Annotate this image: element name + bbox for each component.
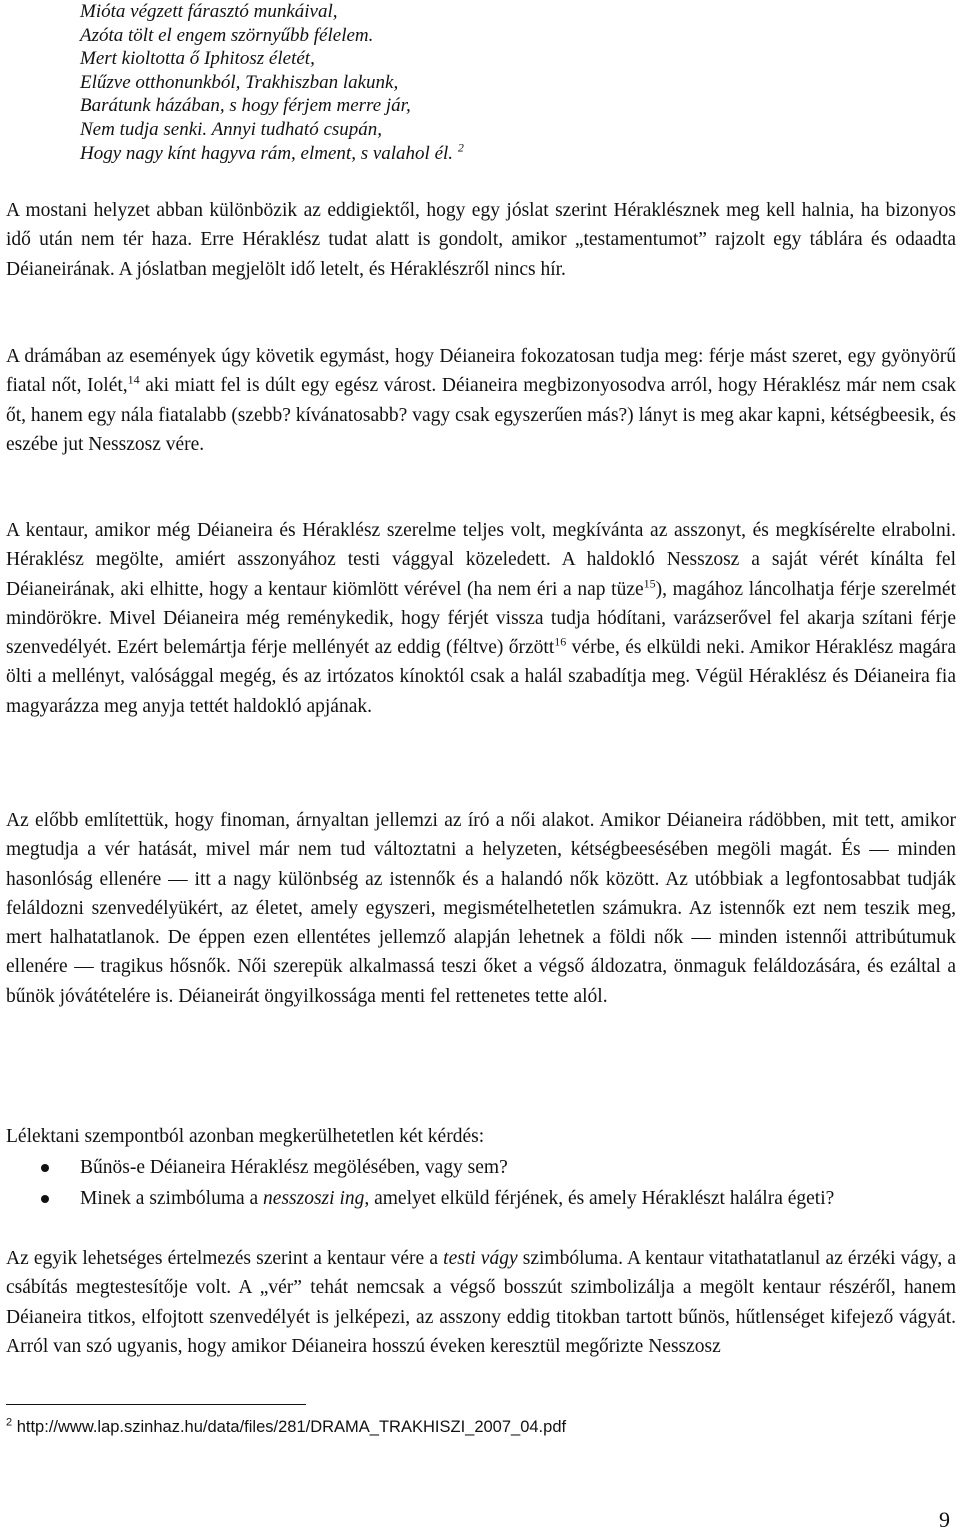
poem-line-text: Hogy nagy kínt hagyva rám, elment, s valahol él. <box>80 142 454 164</box>
paragraph-text: vérbe, és elküldi neki. Amikor Héraklész magára ölti a mellényt, valósággal megég, és az irtózatos kínoktól csak a halál szabadítja meg. Végül Héraklész és Déianeira fia magyarázza meg anyja tettét haldokló apjának. <box>6 637 956 717</box>
paragraph-text: A drámában az események úgy követik egymást, hogy Déianeira fokozatosan tudja meg: férje mást szeret, egy gyönyörű fiatal nőt, Iolét, <box>6 346 956 397</box>
bullet-icon <box>41 1195 49 1203</box>
footnote-link[interactable]: http://www.lap.szinhaz.hu/data/files/281/DRAMA_TRAKHISZI_2007_04.pdf <box>12 1418 567 1436</box>
paragraph-text: Az egyik lehetséges értelmezés szerint a kentaur vére a <box>6 1248 444 1269</box>
footnote-reference: 15 <box>643 576 656 591</box>
footnote-number: 2 <box>6 1416 13 1429</box>
bullet-icon <box>41 1164 49 1172</box>
paragraph-goddesses: Az előbb említettük, hogy finoman, árnyaltan jellemzi az író a női alakot. Amikor Déianeira rádöbben, mit tett, amikor megtudja a vér hatását, mivel már nem tud változtatni a helyzeten, kétségbeesésében megöli magát. És — minden hasonlóság ellenére — itt a nagy különbség az istennők és a halandó nők között. Az utóbbiak a legfontosabbat tudják feláldozni szenvedélyükért, az életet, amely egyszeri, megismételhetetlen számukra. Az istennők ezt nem teszik meg, mert halhatatlanok. De éppen ezen ellentétes jellemző alapján lehetnek a földi nők — minden istennői attribútumuk ellenére — tragikus hősnők. Női szerepük alkalmassá teszi őket a végső áldozatra, önmaguk feláldozására, és ezáltal a bűnök jóvátételére is. Déianeirát öngyilkossága menti fel rettenetes tette alól. <box>6 810 956 1007</box>
page-number: 9 <box>939 1507 950 1532</box>
poem-quote <box>80 0 780 165</box>
paragraph-interpretation <box>6 1244 956 1361</box>
list-item-text-part: , amelyet elküld férjének, és amely Héraklészt halálra égeti? <box>364 1188 835 1209</box>
list-item-text-part: Minek a szimbóluma a <box>80 1188 264 1209</box>
poem-line: Elűzve otthonunkból, Trakhiszban lakunk, <box>80 71 399 93</box>
poem-line: Azóta tölt el engem szörnyűbb félelem. <box>80 24 374 46</box>
footnote-reference: 14 <box>127 372 140 387</box>
poem-line-last <box>80 142 780 166</box>
paragraph-text: A kentaur, amikor még Déianeira és Héraklész szerelme teljes volt, megkívánta az asszonyt, és megkísérelte elrabolni. Héraklész megölte, amiért asszonyához testi vággyal közeledett. A haldokló Nesszosz a saját vérét kínálta fel Déianeirának, aki elhitte, hogy a kentaur kiömlött vérével (ha nem éri a nap tüze <box>6 520 956 600</box>
questions-intro: Lélektani szempontból azonban megkerülhetetlen két kérdés: <box>6 1126 485 1147</box>
paragraph-prophecy: A mostani helyzet abban különbözik az eddigiektől, hogy egy jóslat szerint Héraklésznek meg kell halnia, ha bizonyos idő után nem tér haza. Erre Héraklész tudat alatt is gondolt, amikor „testamentumot” rajzolt egy táblára és odaadta Déianeirának. A jóslatban megjelölt idő letelt, és Héraklészről nincs hír. <box>6 200 956 280</box>
poem-line: Mióta végzett fárasztó munkáival, <box>80 1 338 22</box>
paragraph-events <box>6 342 956 459</box>
footnote-reference: 2 <box>457 140 464 155</box>
list-item-text <box>80 1184 956 1213</box>
emphasis: nesszoszi ing <box>263 1188 365 1209</box>
footnote-reference: 16 <box>554 634 567 649</box>
footnote <box>6 1416 566 1438</box>
emphasis: testi vágy <box>443 1248 518 1269</box>
list-item-text: Bűnös-e Déianeira Héraklész megölésében, vagy sem? <box>80 1157 508 1178</box>
poem-line: Barátunk házában, s hogy férjem merre jár, <box>80 95 411 117</box>
paragraph-text: ), magához láncolhatja férje szerelmét mindörökre. Mivel Déianeira még reménykedik, hogy férjét vissza tudja hódítani, varázserővel fel akarja szítani férje szenvedélyét. Ezért belemártja férje mellényét az eddig (féltve) őrzött <box>6 578 956 659</box>
paragraph-text: szimbóluma. A kentaur vitathatatlanul az érzéki vágy, a csábítás megtestesítője volt. A „vér” tehát nemcsak a végső bosszút szimbolizálja a megölt kentaur részéről, hanem Déianeira titkos, elfojtott szenvedélyét is jelképezi, az asszony eddig titokban tartott bűnös, hűtlenséget kifejező vágyát. Arról van szó ugyanis, hogy amikor Déianeira hosszú éveken keresztül megőrizte Nesszosz <box>6 1248 956 1357</box>
paragraph-centaur <box>6 516 956 721</box>
poem-line: Mert kioltotta ő Iphitosz életét, <box>80 48 315 70</box>
paragraph-text: aki miatt fel is dúlt egy egész várost. Déianeira megbizonyosodva arról, hogy Héraklész már nem csak őt, hanem egy nála fiatalabb (szebb? kívánatosabb? vagy csak egyszerűen más?) lányt is meg akar kapni, kétségbeesik, és eszébe jut Nesszosz vére. <box>6 375 956 455</box>
footnote-divider <box>6 1404 306 1405</box>
poem-line: Nem tudja senki. Annyi tudható csupán, <box>80 118 383 140</box>
